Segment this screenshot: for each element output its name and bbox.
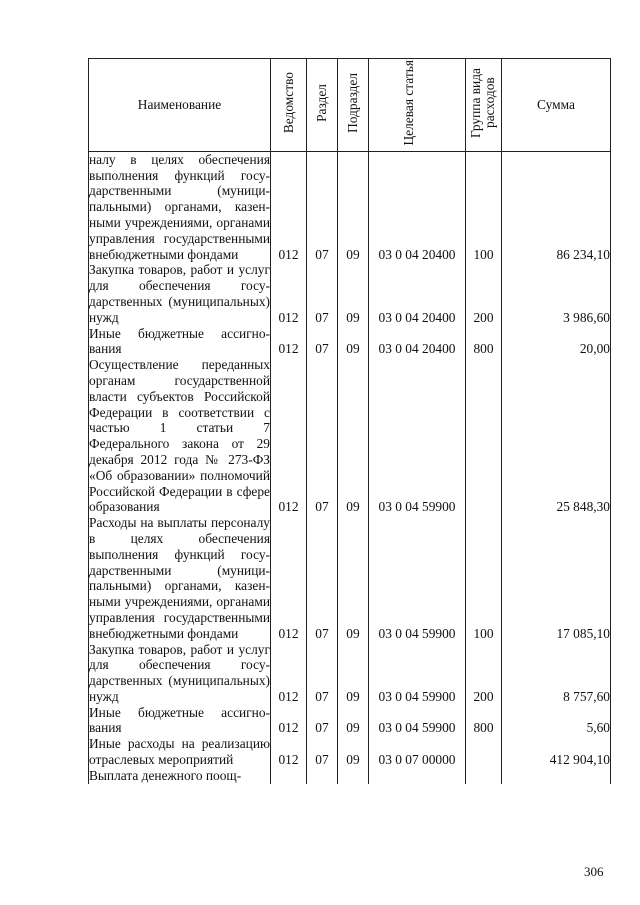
row-vedomstvo: 012 bbox=[271, 326, 307, 358]
row-gruppa: 100 bbox=[466, 151, 502, 262]
row-razdel: 07 bbox=[307, 326, 338, 358]
row-razdel: 07 bbox=[307, 705, 338, 737]
row-name: Иные бюджетные ассигнования bbox=[89, 325, 270, 357]
row-gruppa bbox=[466, 768, 502, 784]
row-summa: 5,60 bbox=[502, 705, 611, 737]
row-podrazdel: 09 bbox=[338, 705, 369, 737]
row-vedomstvo: 012 bbox=[271, 705, 307, 737]
row-vedomstvo: 012 bbox=[271, 736, 307, 768]
row-celevaya: 03 0 04 20400 bbox=[369, 326, 466, 358]
table-row bbox=[89, 262, 611, 325]
row-razdel: 07 bbox=[307, 357, 338, 515]
table-row bbox=[89, 736, 611, 768]
row-razdel: 07 bbox=[307, 262, 338, 325]
row-podrazdel: 09 bbox=[338, 262, 369, 325]
table-row bbox=[89, 515, 611, 641]
row-summa: 8 757,60 bbox=[502, 642, 611, 705]
row-summa: 3 986,60 bbox=[502, 262, 611, 325]
row-name: Выплата денежного поощ- bbox=[89, 768, 271, 784]
row-vedomstvo: 012 bbox=[271, 262, 307, 325]
row-podrazdel: 09 bbox=[338, 515, 369, 641]
row-podrazdel: 09 bbox=[338, 326, 369, 358]
row-gruppa: 200 bbox=[466, 262, 502, 325]
row-razdel bbox=[307, 768, 338, 784]
row-gruppa: 100 bbox=[466, 515, 502, 641]
row-celevaya: 03 0 04 59900 bbox=[369, 357, 466, 515]
row-celevaya: 03 0 04 20400 bbox=[369, 262, 466, 325]
row-summa: 412 904,10 bbox=[502, 736, 611, 768]
row-vedomstvo: 012 bbox=[271, 642, 307, 705]
row-summa: 17 085,10 bbox=[502, 515, 611, 641]
row-razdel: 07 bbox=[307, 736, 338, 768]
row-razdel: 07 bbox=[307, 151, 338, 262]
row-summa: 20,00 bbox=[502, 326, 611, 358]
row-celevaya: 03 0 07 00000 bbox=[369, 736, 466, 768]
header-razdel: Раздел bbox=[307, 59, 338, 152]
row-gruppa: 200 bbox=[466, 642, 502, 705]
row-podrazdel: 09 bbox=[338, 151, 369, 262]
header-podrazdel: Подраздел bbox=[338, 59, 369, 152]
row-podrazdel: 09 bbox=[338, 357, 369, 515]
row-podrazdel bbox=[338, 768, 369, 784]
row-podrazdel: 09 bbox=[338, 736, 369, 768]
row-gruppa bbox=[466, 736, 502, 768]
table-row bbox=[89, 326, 611, 358]
table-body bbox=[89, 151, 611, 783]
row-summa: 86 234,10 bbox=[502, 151, 611, 262]
page-number: 306 bbox=[584, 864, 604, 879]
row-podrazdel: 09 bbox=[338, 642, 369, 705]
table-row bbox=[89, 151, 611, 262]
row-razdel: 07 bbox=[307, 642, 338, 705]
header-name: Наименование bbox=[89, 59, 271, 152]
row-vedomstvo: 012 bbox=[271, 515, 307, 641]
row-name: Осуществление переданных органам государственной власти субъектов Российской Федерации в соответствии с частью 1 статьи 7 Федерального закона от 29 декабря 2012 года № 273-ФЗ «Об образовании» полномочий Российской Федерации в сфере образования bbox=[89, 357, 270, 515]
header-summa: Сумма bbox=[502, 59, 611, 152]
row-gruppa bbox=[466, 357, 502, 515]
table-row bbox=[89, 768, 611, 784]
row-gruppa: 800 bbox=[466, 326, 502, 358]
row-name: Иные бюджетные ассигнования bbox=[89, 704, 270, 736]
row-celevaya: 03 0 04 20400 bbox=[369, 151, 466, 262]
table-row bbox=[89, 357, 611, 515]
row-name: Закупка товаров, работ и услуг для обеспечения государственных (муниципальных) нужд bbox=[89, 262, 270, 325]
row-celevaya bbox=[369, 768, 466, 784]
row-name: Закупка товаров, работ и услуг для обеспечения государственных (муниципальных) нужд bbox=[89, 641, 270, 704]
row-name: Расходы на выплаты персоналу в целях обеспечения выполнения функций государственными (муниципальными) органами, казенными учреждениями, органами управления государственными внебюджетными фондами bbox=[89, 515, 270, 641]
row-summa: 25 848,30 bbox=[502, 357, 611, 515]
row-celevaya: 03 0 04 59900 bbox=[369, 705, 466, 737]
table-row bbox=[89, 642, 611, 705]
row-razdel: 07 bbox=[307, 515, 338, 641]
table-row bbox=[89, 705, 611, 737]
row-summa bbox=[502, 768, 611, 784]
table-header-row bbox=[89, 59, 611, 152]
row-celevaya: 03 0 04 59900 bbox=[369, 642, 466, 705]
row-name: Иные расходы на реализацию отраслевых мероприятий bbox=[89, 736, 270, 768]
row-vedomstvo: 012 bbox=[271, 357, 307, 515]
row-vedomstvo bbox=[271, 768, 307, 784]
budget-table bbox=[88, 58, 611, 784]
row-vedomstvo: 012 bbox=[271, 151, 307, 262]
row-gruppa: 800 bbox=[466, 705, 502, 737]
header-vedomstvo: Ведомство bbox=[271, 59, 307, 152]
header-celevaya: Целевая статья bbox=[369, 59, 466, 152]
row-name: налу в целях обеспечения выполнения функций государственными (муниципальными) органами, казенными учреждениями, органами управления государственными внебюджетными фондами bbox=[89, 151, 270, 262]
header-gruppa: Группа вида расходов bbox=[466, 59, 502, 152]
row-celevaya: 03 0 04 59900 bbox=[369, 515, 466, 641]
